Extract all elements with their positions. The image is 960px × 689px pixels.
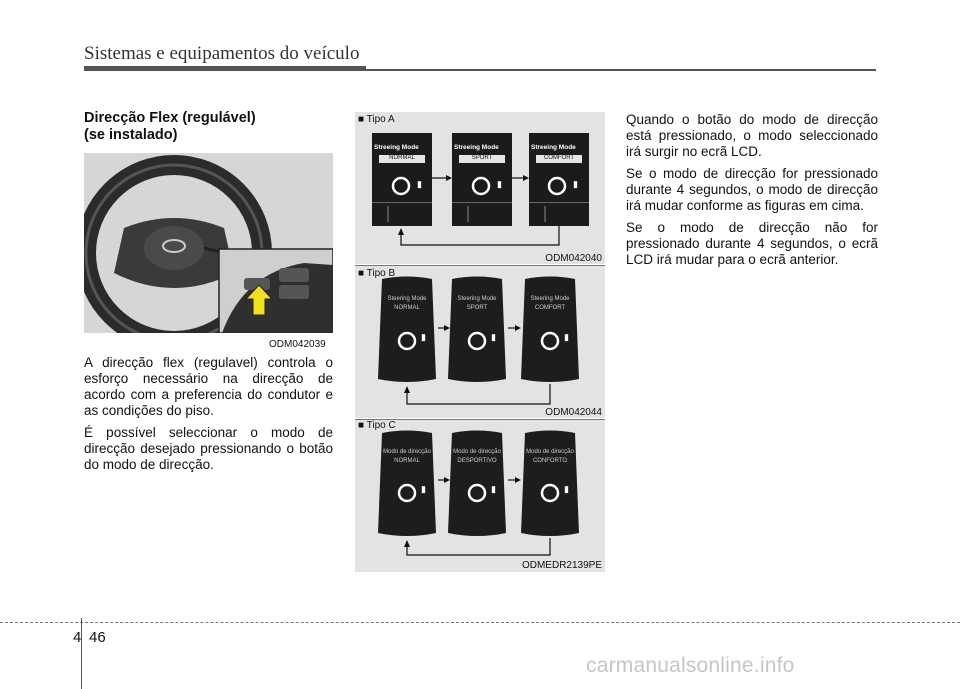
right-paragraph-1: Quando o botão do modo de direcção está pressionado, o modo seleccionado irá surgir no ecrã LCD. [626, 112, 878, 159]
type-b-title-3: Steering Mode [530, 296, 570, 302]
figure-type-c [355, 420, 605, 572]
type-c-title-2: Modo de direcção [453, 449, 501, 455]
figure-type-a [355, 112, 605, 264]
type-c-title-3: Modo de direcção [526, 449, 574, 455]
left-text [84, 355, 333, 479]
right-paragraph-3: Se o modo de direcção não for pressionado durante 4 segundos, o ecrã LCD irá mudar para o ecrã anterior. [626, 220, 878, 267]
page-number: 46 [89, 629, 106, 646]
type-a-label: ■ Tipo A [358, 114, 395, 125]
type-b-mode-3: COMFORT [534, 305, 566, 311]
signal-icon: ▮ [421, 484, 426, 494]
header-rule [366, 69, 876, 71]
signal-icon: ▮ [417, 179, 422, 189]
header-bar [84, 66, 366, 71]
type-b-mode-1: NORMAL [394, 305, 420, 311]
left-paragraph-2: É possível seleccionar o modo de direcção desejado pressionando o botão do modo de direcção. [84, 425, 333, 472]
left-paragraph-1: A direcção flex (regulavel) controla o esforço necessário na direcção de acordo com a preferencia do condutor e as condições do piso. [84, 355, 333, 418]
type-c-mode-3: CONFORTO [532, 458, 568, 464]
signal-icon: ▮ [491, 484, 496, 494]
type-a-mode-1: NORMAL [389, 155, 415, 161]
right-text [626, 112, 878, 274]
type-b-label: ■ Tipo B [358, 268, 396, 279]
signal-icon: ▮ [497, 179, 502, 189]
signal-icon: ▮ [491, 332, 496, 342]
chapter-number: 4 [73, 629, 82, 646]
signal-icon: ▮ [564, 332, 569, 342]
type-a-title-1: Streeing Mode [374, 144, 419, 151]
signal-icon: ▮ [573, 179, 578, 189]
type-b-title-1: Steering Mode [387, 296, 427, 302]
type-a-code: ODM042040 [545, 253, 602, 264]
right-paragraph-2: Se o modo de direcção for pressionado durante 4 segundos, o modo de direcção irá mudar conforme as figuras em cima. [626, 166, 878, 213]
signal-icon: ▮ [564, 484, 569, 494]
type-b-code: ODM042044 [545, 407, 602, 418]
heading-line-1: Direcção Flex (regulável) [84, 110, 256, 126]
section-heading [84, 110, 333, 144]
footer-rule [0, 622, 960, 623]
type-a-title-3: Streeing Mode [531, 144, 576, 151]
page-header-title: Sistemas e equipamentos do veículo [84, 43, 360, 64]
type-b-title-2: Steering Mode [457, 296, 497, 302]
steering-wheel-photo [84, 153, 333, 333]
type-c-mode-1: NORMAL [394, 458, 420, 464]
type-a-mode-3: COMFORT [543, 155, 575, 161]
type-c-code: ODMEDR2139PE [521, 560, 602, 571]
photo-code: ODM042039 [269, 339, 326, 350]
type-c-label: ■ Tipo C [358, 420, 396, 431]
type-c-mode-2: DESPORTIVO [457, 458, 497, 464]
type-c-title-1: Modo de direcção [383, 449, 431, 455]
watermark: carmanualsonline.info [586, 654, 795, 677]
heading-line-2: (se instalado) [84, 127, 178, 143]
signal-icon: ▮ [421, 332, 426, 342]
type-b-mode-2: SPORT [466, 305, 488, 311]
type-a-mode-2: SPORT [471, 155, 493, 161]
type-a-title-2: Streeing Mode [454, 144, 499, 151]
figure-type-b [355, 266, 605, 418]
